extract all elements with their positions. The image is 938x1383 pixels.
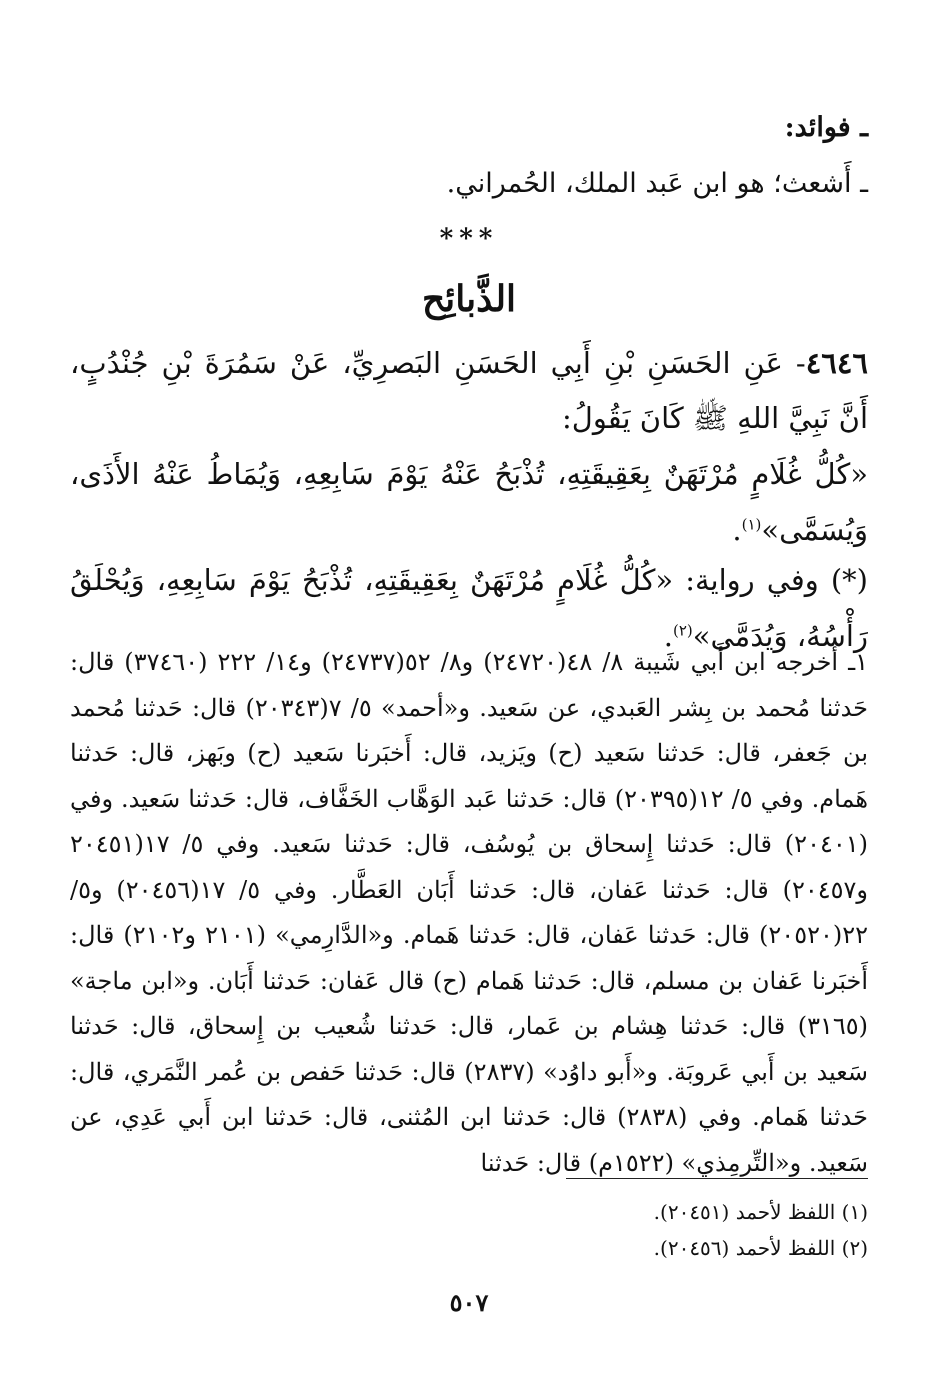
footnote-ref-2: (٢) <box>672 621 693 640</box>
hadith-text <box>70 336 868 446</box>
benefit-note: ـ أَشعث؛ هو ابن عَبد الملك، الحُمراني. <box>446 168 868 199</box>
prophet-quote <box>70 446 868 558</box>
hadith-chain: - عَنِ الحَسَنِ بْنِ أَبِي الحَسَنِ البَصرِيِّ، عَنْ سَمُرَةَ بْنِ جُنْدُبٍ، أَنَّ نَبِيَّ اللهِ ﷺ كَانَ يَقُولُ: <box>70 346 868 435</box>
variant-text: (*) وفي رواية: «كُلُّ غُلَامٍ مُرْتَهَنٌ بِعَقِيقَتِهِ، تُذْبَحُ يَوْمَ سَابِعِهِ، وَيُحْلَقُ رَأْسُهُ، وَيُدَمَّى» <box>70 563 868 653</box>
takhrij-paragraph: ١ـ أخرجه ابن أَبي شَيبة ٨/ ٤٨(٢٤٧٢٠) و٨/ ٥٢(٢٤٧٣٧) و١٤/ ٢٢٢ (٣٧٤٦٠) قال: حَدثنا مُحمد بن بِشر العَبدي، عن سَعيد. و«أحمد» ٥/ ٧(٢٠٣٤٣) قال: حَدثنا مُحمد بن جَعفر، قال: حَدثنا سَعيد (ح) ويَزيد، قال: أَخبَرنا سَعيد (ح) وبَهز، قال: حَدثنا هَمام. وفي ٥/ ١٢(٢٠٣٩٥) قال: حَدثنا عَبد الوَهَّاب الخَفَّاف، قال: حَدثنا سَعيد. وفي (٢٠٤٠١) قال: حَدثنا إِسحاق بن يُوسُف، قال: حَدثنا سَعيد. وفي ٥/ ١٧(٢٠٤٥١ و٢٠٤٥٧) قال: حَدثنا عَفان، قال: حَدثنا أَبَان العَطَّار. وفي ٥/ ١٧(٢٠٤٥٦) و٥/ ٢٢(٢٠٥٢٠) قال: حَدثنا عَفان، قال: حَدثنا هَمام. و«الدَّارِمي» (٢١٠١ و٢١٠٢) قال: أَخبَرنا عَفان بن مسلم، قال: حَدثنا هَمام (ح) قال عَفان: حَدثنا أَبَان. و«ابن ماجة» (٣١٦٥) قال: حَدثنا هِشام بن عَمار، قال: حَدثنا شُعيب بن إِسحاق، قال: حَدثنا سَعيد بن أَبي عَروبَة. و«أَبو داوُد» (٢٨٣٧) قال: حَدثنا حَفص بن عُمر النَّمَري، قال: حَدثنا هَمام. وفي (٢٨٣٨) قال: حَدثنا ابن المُثنى، قال: حَدثنا ابن أَبي عَدِي، عن سَعيد. و«التِّرمِذي» (١٥٢٢م) قال: حَدثنا <box>70 648 869 1177</box>
chapter-title: الذَّبائِح <box>421 278 517 320</box>
variant-end: . <box>663 619 673 653</box>
footnote-2: (٢) اللفظ لأحمد (٢٠٤٥٦). <box>653 1236 868 1260</box>
hadith-number: ٤٦٤٦ <box>805 346 868 380</box>
footnote-1: (١) اللفظ لأحمد (٢٠٤٥١). <box>653 1200 868 1224</box>
page-number: ٥٠٧ <box>449 1288 489 1317</box>
footnote-divider <box>566 1178 868 1179</box>
footnote-ref-1: (١) <box>741 515 762 534</box>
section-separator: *** <box>439 224 499 254</box>
quote-text: «كُلُّ غُلَامٍ مُرْتَهَنٌ بِعَقِيقَتِهِ، تُذْبَحُ عَنْهُ يَوْمَ سَابِعِهِ، وَيُمَاطُ عَنْهُ الأَذَى، وَيُسَمَّى» <box>70 457 868 547</box>
benefits-heading: ـ فوائد: <box>784 112 868 143</box>
quote-end: . <box>732 513 742 547</box>
